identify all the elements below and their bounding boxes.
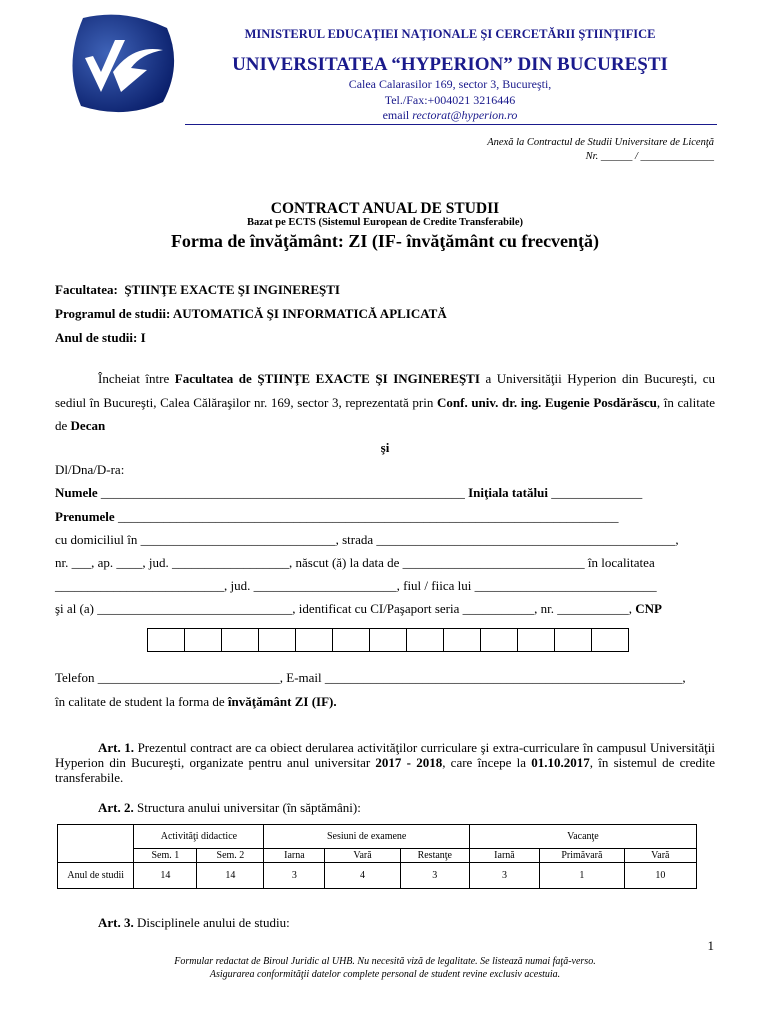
and-connector: şi (380, 440, 390, 455)
group-header: Sesiuni de examene (264, 825, 469, 849)
cnp-digit-box[interactable] (517, 628, 555, 652)
id-field[interactable]: şi al (a) ______________________________, identificat cu CI/Paşaport seria ___________, nr. ___________, CNP (55, 601, 662, 616)
table-cell: 3 (400, 863, 469, 889)
annex-title: Anexă la Contractul de Studii Universitare de Licenţă (487, 137, 714, 148)
intro-paragraph: Încheiat între Facultatea de ŞTIINŢE EXACTE ŞI INGINEREŞTI a Universităţii Hyperion din Bucureşti, cu sediul în Bucureşti, Calea Călăraşilor nr. 169, sector 3, reprezentată prin Conf. univ. dr. ing. Eugenie Posdărăscu, în calitate de Decan (55, 371, 715, 433)
table-cell: 14 (197, 863, 264, 889)
address-field[interactable]: cu domiciliul în ______________________________, strada ______________________________________________, (55, 532, 679, 547)
contact-field[interactable]: Telefon ____________________________, E-mail _______________________________________________________, (55, 670, 686, 685)
student-form: în calitate de student la forma de învăţământ ZI (IF). (55, 694, 337, 709)
cnp-digit-box[interactable] (184, 628, 222, 652)
university-logo (55, 10, 185, 120)
academic-year-structure-table (57, 824, 697, 889)
article-2: Art. 2. Structura anului universitar (în săptămâni): (98, 800, 361, 815)
cnp-digit-box[interactable] (443, 628, 481, 652)
column-header: Primăvară (540, 849, 625, 863)
cnp-digit-box[interactable] (406, 628, 444, 652)
table-cell: 10 (624, 863, 696, 889)
cnp-digit-box[interactable] (295, 628, 333, 652)
column-header: Vară (325, 849, 400, 863)
parent-field[interactable]: __________________________, jud. ______________________, fiul / fiica lui ____________________________ (55, 578, 657, 593)
email-line (185, 108, 715, 123)
address: Calea Calarasilor 169, sector 3, Bucureşti, (348, 77, 552, 91)
study-year: Anul de studii: I (55, 330, 146, 345)
table-cell: 3 (469, 863, 539, 889)
table-cell: 4 (325, 863, 400, 889)
cnp-digit-box[interactable] (591, 628, 629, 652)
email-label: email (382, 108, 410, 122)
email-link[interactable]: rectorat@hyperion.ro (412, 108, 518, 122)
empty-header-cell (58, 825, 134, 863)
cnp-digit-box[interactable] (332, 628, 370, 652)
page-number: 1 (707, 938, 714, 953)
header-divider (185, 124, 717, 125)
firstname-field[interactable]: Prenumele _____________________________________________________________________________ (55, 509, 619, 524)
footer-note-1: Formular redactat de Biroul Juridic al UHB. Nu necesită viză de legalitate. Se listează numai faţă-verso. (174, 956, 596, 967)
birth-field[interactable]: nr. ___, ap. ____, jud. __________________, născut (ă) la data de ____________________________ în localitatea (55, 555, 655, 570)
group-header: Activităţi didactice (134, 825, 264, 849)
column-header: Iarnă (469, 849, 539, 863)
study-form: Forma de învăţământ: ZI (IF- învăţământ cu frecvenţă) (170, 231, 600, 251)
cnp-boxes[interactable] (148, 628, 629, 652)
table-cell: 14 (134, 863, 197, 889)
column-header: Vară (624, 849, 696, 863)
cnp-digit-box[interactable] (369, 628, 407, 652)
contract-title: CONTRACT ANUAL DE STUDII (270, 200, 500, 217)
article-3: Art. 3. Disciplinele anului de studiu: (98, 915, 290, 930)
group-header: Vacanţe (469, 825, 696, 849)
table-cell: 3 (264, 863, 325, 889)
column-header: Sem. 2 (197, 849, 264, 863)
cnp-digit-box[interactable] (147, 628, 185, 652)
column-header: Sem. 1 (134, 849, 197, 863)
article-1: Art. 1. Prezentul contract are ca obiect derularea activităţilor curriculare şi extra-curriculare în campusul Universităţii Hyperion din Bucureşti, organizate pentru anul universitar 2017 - 2018, care începe la 01.10.2017, în sistemul de credite transferabile. (55, 740, 716, 785)
column-header: Iarna (264, 849, 325, 863)
study-program: Programul de studii: AUTOMATICĂ ŞI INFORMATICĂ APLICATĂ (55, 306, 447, 321)
cnp-digit-box[interactable] (258, 628, 296, 652)
phone: Tel./Fax:+004021 3216446 (384, 93, 516, 107)
annex-number: Nr. ______ / ______________ (585, 151, 714, 162)
column-header: Restanţe (400, 849, 469, 863)
name-field[interactable]: Numele ________________________________________________________ Iniţiala tatălui ______________ (55, 485, 643, 500)
contract-subtitle: Bazat pe ECTS (Sistemul European de Credite Transferabile) (246, 217, 523, 228)
footer-note-2: Asigurarea conformităţii datelor complete personal de student revine exclusiv acestuia. (209, 969, 561, 980)
cnp-digit-box[interactable] (480, 628, 518, 652)
cnp-digit-box[interactable] (221, 628, 259, 652)
ministry-name: MINISTERUL EDUCAŢIEI NAŢIONALE ŞI CERCETĂRII ŞTIINŢIFICE (244, 27, 656, 41)
cnp-digit-box[interactable] (554, 628, 592, 652)
university-name: UNIVERSITATEA “HYPERION” DIN BUCUREŞTI (232, 54, 668, 75)
table-cell: 1 (540, 863, 625, 889)
dl-label: Dl/Dna/D-ra: (55, 462, 125, 477)
row-label: Anul de studii (58, 863, 134, 889)
faculty: Facultatea: ŞTIINŢE EXACTE ŞI INGINEREŞTI (55, 282, 340, 297)
